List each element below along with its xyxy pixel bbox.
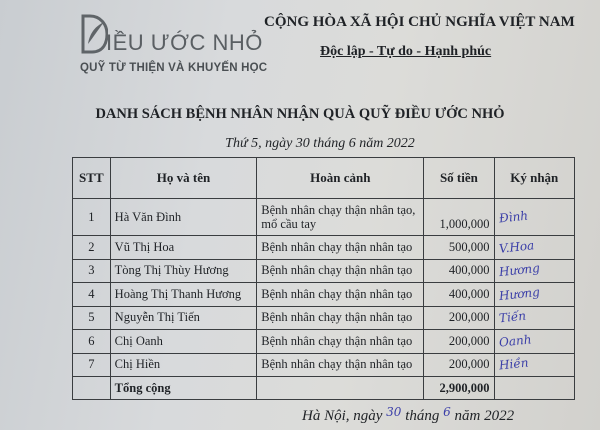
cell-stt: 6 <box>73 330 111 354</box>
leaf-d-logo-icon <box>80 14 108 54</box>
footer-month: 6 <box>443 405 451 419</box>
cell-signature <box>494 259 574 283</box>
cell-empty <box>257 377 424 400</box>
handwritten-signature: V.Hoa <box>497 237 535 256</box>
cell-situation: Bệnh nhân chạy thận nhân tạo <box>257 330 424 354</box>
table-row <box>73 199 575 236</box>
table-row <box>73 236 575 260</box>
header-situation: Hoàn cảnh <box>257 158 424 199</box>
footer-year: năm 2022 <box>454 408 515 424</box>
total-label: Tổng cộng <box>110 377 257 400</box>
cell-stt: 5 <box>73 306 111 330</box>
cell-empty <box>494 377 574 400</box>
nation-header: CỘNG HÒA XÃ HỘI CHỦ NGHĨA VIỆT NAM <box>264 14 575 30</box>
cell-stt: 3 <box>73 259 111 283</box>
cell-stt: 2 <box>73 236 111 260</box>
cell-situation: Bệnh nhân chạy thận nhân tạo <box>257 236 424 260</box>
handwritten-signature: Hiền <box>497 355 529 373</box>
table-header-row <box>73 158 575 199</box>
cell-signature <box>494 330 574 354</box>
footer-day: 30 <box>386 405 402 419</box>
cell-name: Nguyễn Thị Tiến <box>110 306 257 330</box>
cell-signature <box>494 236 574 260</box>
cell-amount: 200,000 <box>424 353 494 377</box>
cell-amount: 500,000 <box>424 236 494 260</box>
handwritten-signature: Oanh <box>497 332 532 350</box>
table-row <box>73 259 575 283</box>
cell-signature <box>494 199 574 236</box>
logo-title: IỀU ƯỚC NHỎ <box>106 30 263 55</box>
header-stt: STT <box>73 158 111 199</box>
logo-subtitle: QUỸ TỪ THIỆN VÀ KHUYẾN HỌC <box>80 62 268 74</box>
cell-amount: 200,000 <box>424 330 494 354</box>
cell-name: Hoàng Thị Thanh Hương <box>110 283 257 307</box>
total-amount: 2,900,000 <box>424 377 494 400</box>
cell-empty <box>73 377 111 400</box>
cell-amount: 200,000 <box>424 306 494 330</box>
header-signature: Ký nhận <box>494 158 574 199</box>
header-name: Họ và tên <box>110 158 257 199</box>
handwritten-signature: Hương <box>497 284 540 303</box>
cell-situation: Bệnh nhân chạy thận nhân tạo <box>257 306 424 330</box>
cell-situation: Bệnh nhân chạy thận nhân tạo <box>257 259 424 283</box>
cell-name: Chị Oanh <box>110 330 257 354</box>
document-date: Thứ 5, ngày 30 tháng 6 năm 2022 <box>225 136 415 151</box>
cell-amount: 400,000 <box>424 283 494 307</box>
cell-stt: 7 <box>73 353 111 377</box>
footer-date <box>302 405 515 425</box>
recipients-table <box>72 157 575 400</box>
table-row <box>73 283 575 307</box>
motto-text: Độc lập - Tự do - Hạnh phúc <box>320 44 492 59</box>
cell-stt: 1 <box>73 199 111 236</box>
table-row <box>73 330 575 354</box>
cell-signature <box>494 283 574 307</box>
handwritten-signature: Tiến <box>497 308 527 326</box>
cell-situation: Bệnh nhân chạy thận nhân tạo, mổ cầu tay <box>257 199 424 236</box>
header-amount: Số tiền <box>424 158 494 199</box>
cell-signature <box>494 306 574 330</box>
cell-signature <box>494 353 574 377</box>
cell-stt: 4 <box>73 283 111 307</box>
cell-name: Tòng Thị Thùy Hương <box>110 259 257 283</box>
table-row <box>73 353 575 377</box>
cell-name: Chị Hiền <box>110 353 257 377</box>
cell-situation: Bệnh nhân chạy thận nhân tạo <box>257 353 424 377</box>
handwritten-signature: Đình <box>497 208 529 225</box>
cell-name: Vũ Thị Hoa <box>110 236 257 260</box>
cell-name: Hà Văn Đình <box>110 199 257 236</box>
handwritten-signature: Hương <box>497 261 540 280</box>
footer-month-word: tháng <box>405 408 440 424</box>
fund-logo <box>80 14 280 76</box>
motto <box>320 44 491 60</box>
cell-amount: 400,000 <box>424 259 494 283</box>
total-row <box>73 377 575 400</box>
footer-place: Hà Nội, ngày <box>302 408 383 424</box>
cell-situation: Bệnh nhân chạy thận nhân tạo <box>257 283 424 307</box>
table-row <box>73 306 575 330</box>
cell-amount: 1,000,000 <box>424 199 494 236</box>
document-title: DANH SÁCH BỆNH NHÂN NHẬN QUÀ QUỸ ĐIỀU ƯỚC NHỎ <box>95 106 505 122</box>
